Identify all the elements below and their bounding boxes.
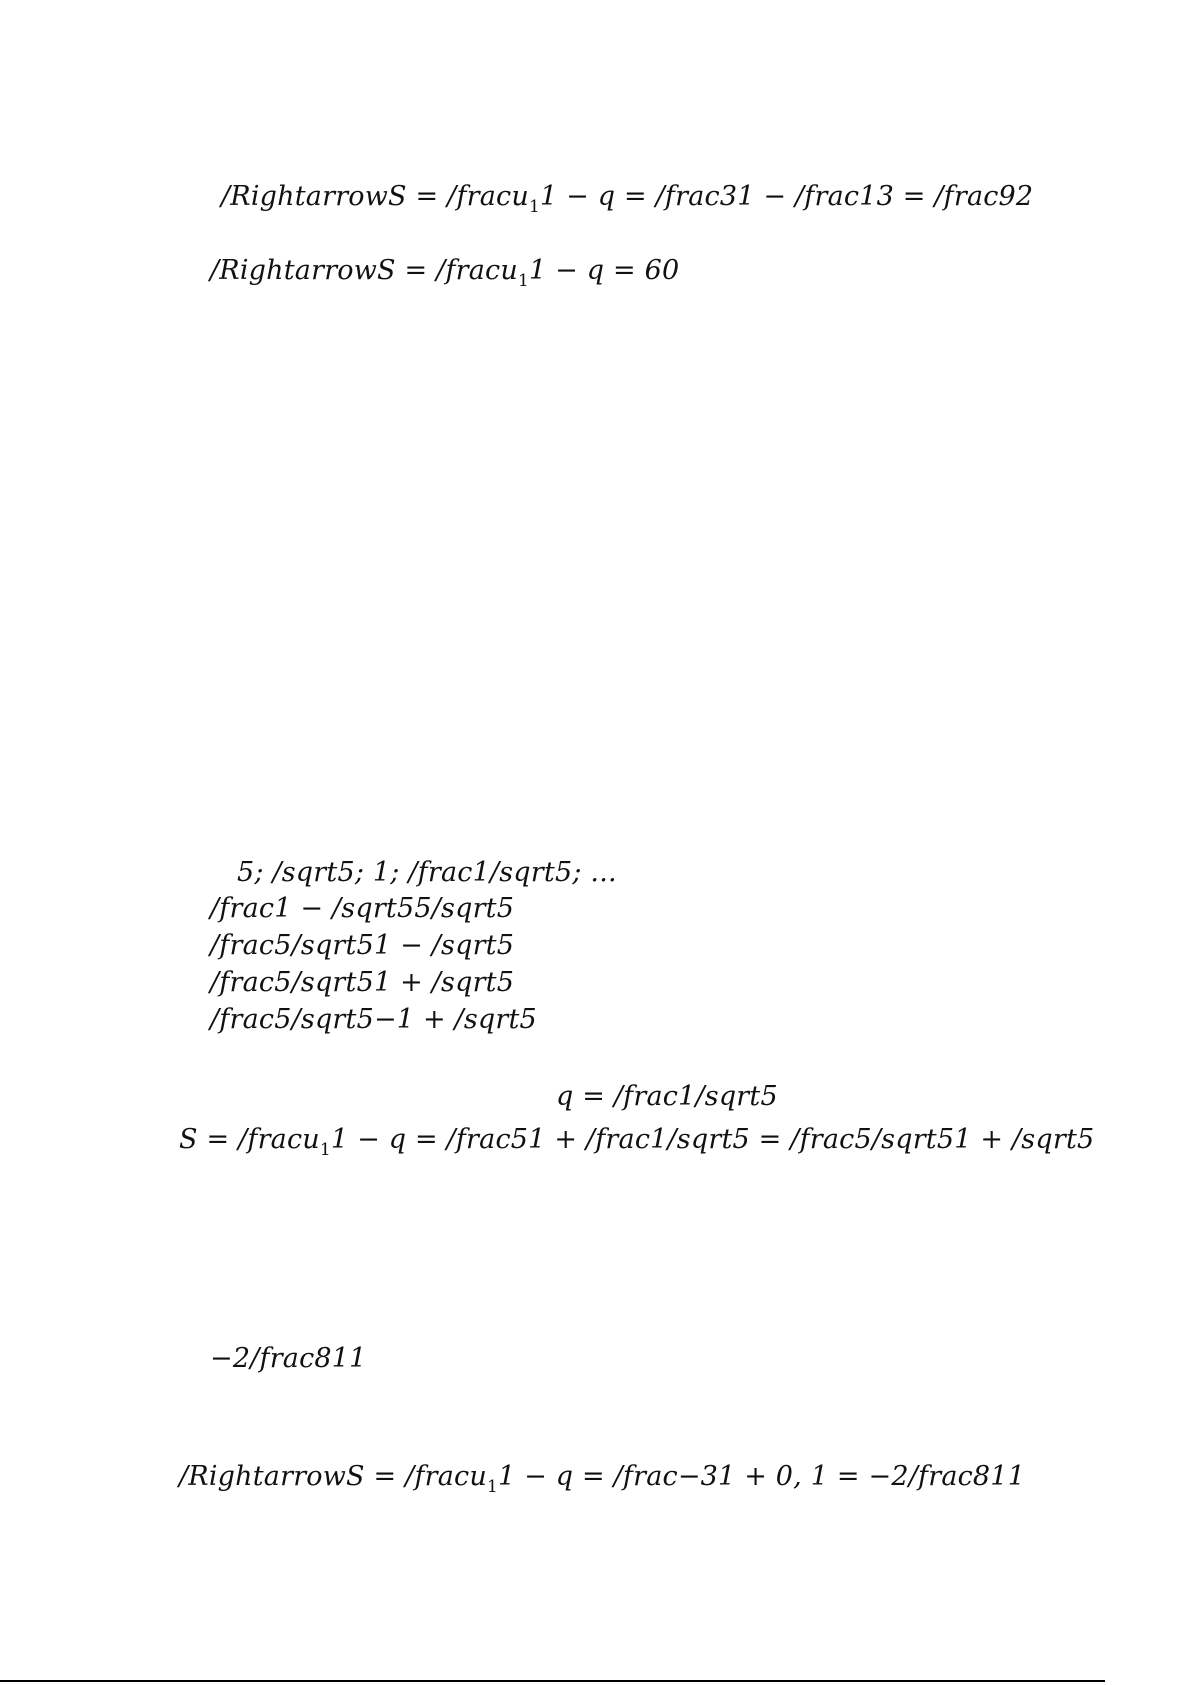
math-text: /frac5/sqrt51 + /sqrt5 bbox=[210, 967, 515, 998]
math-text: S = /fracu bbox=[179, 1124, 320, 1155]
math-text: /RightarrowS = /fracu bbox=[179, 1461, 487, 1492]
equation-sum-nine-halves bbox=[221, 181, 1033, 216]
bottom-rule bbox=[0, 1680, 1105, 1682]
math-subscript: 1 bbox=[528, 197, 540, 217]
sum-equation bbox=[179, 1124, 1094, 1159]
math-subscript: 1 bbox=[319, 1140, 331, 1160]
math-subscript: 1 bbox=[486, 1477, 498, 1497]
math-text: 1 − q = /frac31 − /frac13 = /frac92 bbox=[539, 181, 1034, 212]
math-text: /RightarrowS = /fracu bbox=[210, 255, 518, 286]
final-equation bbox=[179, 1461, 1025, 1496]
math-subscript: 1 bbox=[517, 271, 529, 291]
answer-value bbox=[210, 1343, 367, 1375]
equation-sum-sixty bbox=[210, 255, 679, 290]
answer-option-1 bbox=[210, 893, 514, 925]
sequence-line bbox=[237, 857, 617, 889]
math-text: 5; /sqrt5; 1; /frac1/sqrt5; ... bbox=[237, 857, 617, 888]
math-text: 1 − q = /frac−31 + 0, 1 = −2/frac811 bbox=[497, 1461, 1026, 1492]
math-text: /frac5/sqrt5−1 + /sqrt5 bbox=[210, 1004, 537, 1035]
math-text: /frac1 − /sqrt55/sqrt5 bbox=[210, 893, 515, 924]
math-text: −2/frac811 bbox=[210, 1343, 367, 1374]
answer-option-4 bbox=[210, 1004, 537, 1036]
math-text: /frac5/sqrt51 − /sqrt5 bbox=[210, 930, 515, 961]
math-text: 1 − q = 60 bbox=[528, 255, 680, 286]
math-text: 1 − q = /frac51 + /frac1/sqrt5 = /frac5/sqrt51 + /sqrt5 bbox=[330, 1124, 1095, 1155]
math-text: q = /frac1/sqrt5 bbox=[556, 1081, 778, 1112]
ratio-equation bbox=[556, 1081, 778, 1113]
answer-option-2 bbox=[210, 930, 514, 962]
math-text: /RightarrowS = /fracu bbox=[221, 181, 529, 212]
answer-option-3 bbox=[210, 967, 514, 999]
